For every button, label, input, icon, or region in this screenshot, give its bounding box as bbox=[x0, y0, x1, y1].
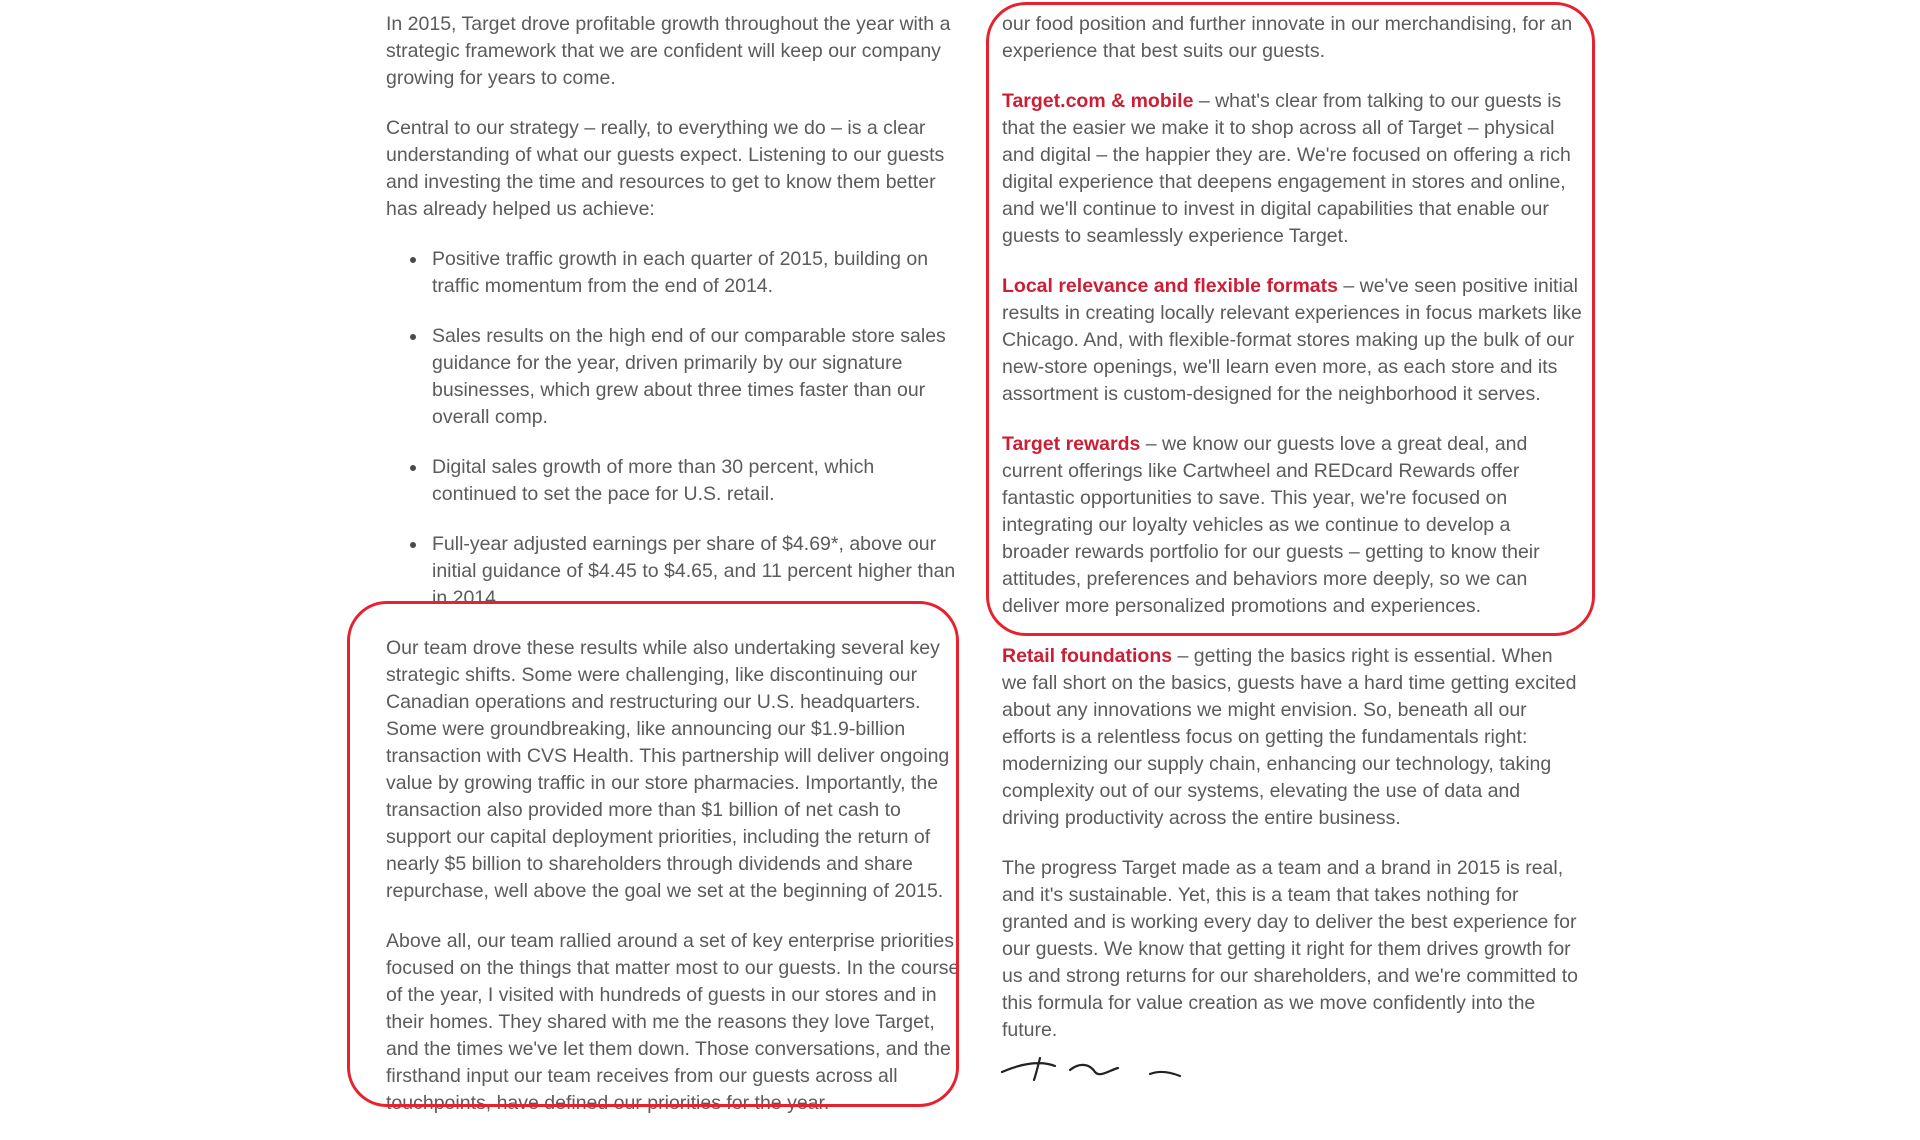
closing-paragraph: The progress Target made as a team and a brand in 2015 is real, and it's sustainable. Yet, this is a team that takes nothing for granted and is working every day to deliver the best experience for our guests. We know that getting it right for them drives growth for us and strong returns for our shareholders, and we're committed to this formula for value creation as we move confidently into the future. bbox=[1002, 857, 1579, 1041]
strategic-shifts-paragraph: Our team drove these results while also undertaking several key strategic shifts. Some were challenging, like discontinuing our Canadian operations and restructuring our U.S. headquarters. Some were groundbreaking, like announcing our $1.9-billion transaction with CVS Health. This partnership will deliver ongoing value by growing traffic in our store pharmacies. Importantly, the transaction also provided more than $1 billion of net cash to support our capital deployment priorities, including the return of nearly $5 billion to shareholders through dividends and share repurchase, well above the goal we set at the beginning of 2015. bbox=[386, 637, 950, 902]
achievements-list bbox=[386, 246, 962, 612]
section-target-rewards bbox=[1002, 431, 1582, 620]
priorities-paragraph: Above all, our team rallied around a set of key enterprise priorities focused on the things that matter most to our guests. In the course of the year, I visited with hundreds of guests in our stores and in their homes. They shared with me the reasons they love Target, and the times we've let them down. Those conversations, and the firsthand input our team receives from our guests across all touchpoints, have defined our priorities for the year. bbox=[386, 930, 960, 1114]
section-target-com-mobile bbox=[1002, 88, 1582, 250]
intro-paragraph: In 2015, Target drove profitable growth throughout the year with a strategic framework that we are confident will keep our company growing for years to come. bbox=[386, 13, 951, 89]
section-heading: Target.com & mobile bbox=[1002, 90, 1194, 112]
section-heading: Retail foundations bbox=[1002, 645, 1173, 667]
section-heading: Local relevance and flexible formats bbox=[1002, 275, 1338, 297]
right-column bbox=[1002, 11, 1582, 1067]
section-body: – we know our guests love a great deal, and current offerings like Cartwheel and REDcard Rewards offer fantastic opportunities to save. This year, we're focused on integrating our loyalty vehicles as we continue to develop a broader rewards portfolio for our guests – getting to know their attitudes, preferences and behaviors more deeply, so we can deliver more personalized promotions and experiences. bbox=[1002, 433, 1540, 617]
list-item: Full-year adjusted earnings per share of $4.69*, above our initial guidance of $4.45 to $4.65, and 11 percent higher than in 2014. bbox=[432, 531, 962, 612]
continuation-paragraph: our food position and further innovate in our merchandising, for an experience that best suits our guests. bbox=[1002, 13, 1573, 62]
section-body: – getting the basics right is essential. When we fall short on the basics, guests have a hard time getting excited about any innovations we might envision. So, beneath all our efforts is a relentless focus on getting the fundamentals right: modernizing our supply chain, enhancing our technology, taking complexity out of our systems, elevating the use of data and driving productivity across the entire business. bbox=[1002, 645, 1577, 829]
section-retail-foundations bbox=[1002, 643, 1582, 832]
section-heading: Target rewards bbox=[1002, 433, 1141, 455]
list-item: Sales results on the high end of our comparable store sales guidance for the year, driven primarily by our signature businesses, which grew about three times faster than our overall comp. bbox=[432, 323, 962, 431]
section-body: – what's clear from talking to our guests is that the easier we make it to shop across all of Target – physical and digital – the happier they are. We're focused on offering a rich digital experience that deepens engagement in stores and online, and we'll continue to invest in digital capabilities that enable our guests to seamlessly experience Target. bbox=[1002, 90, 1571, 247]
section-local-relevance bbox=[1002, 273, 1582, 408]
signature-image bbox=[1000, 1052, 1240, 1080]
section-body: – we've seen positive initial results in creating locally relevant experiences in focus markets like Chicago. And, with flexible-format stores making up the bulk of our new-store openings, we'll learn even more, as each store and its assortment is custom-designed for the neighborhood it serves. bbox=[1002, 275, 1582, 405]
strategy-paragraph: Central to our strategy – really, to everything we do – is a clear understanding of what our guests expect. Listening to our guests and investing the time and resources to get to know them better has already helped us achieve: bbox=[386, 117, 945, 220]
list-item: Positive traffic growth in each quarter of 2015, building on traffic momentum from the end of 2014. bbox=[432, 246, 962, 300]
list-item: Digital sales growth of more than 30 percent, which continued to set the pace for U.S. retail. bbox=[432, 454, 962, 508]
left-column bbox=[386, 11, 962, 1140]
